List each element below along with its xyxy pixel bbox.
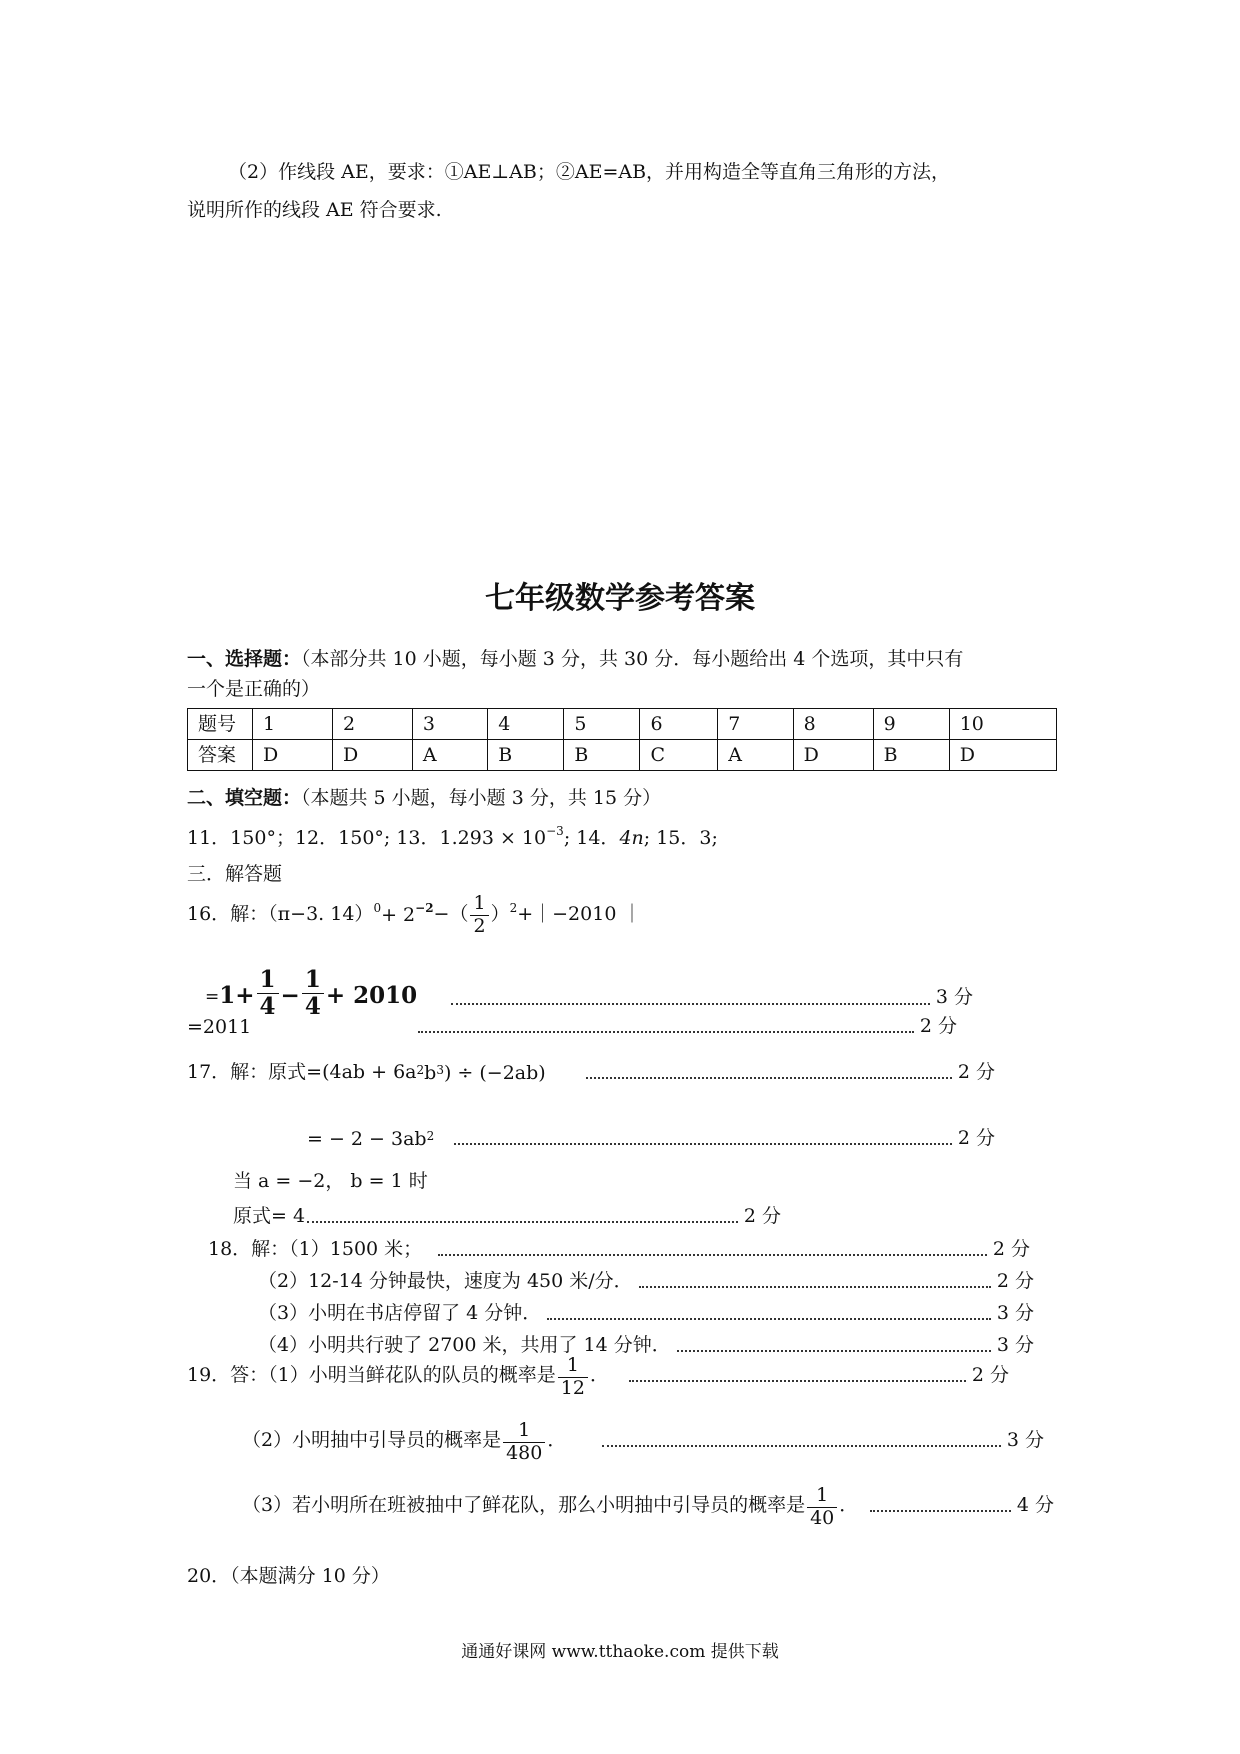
answer-15: 3;	[699, 827, 718, 849]
q16-prefix: 16．解：（π−3. 14）	[187, 902, 374, 925]
q18-line3	[258, 1298, 1034, 1325]
q18-line2	[258, 1266, 1034, 1293]
table-cell-answer: D	[949, 740, 1056, 771]
separator: ; 15．	[643, 827, 700, 849]
q19-line2-fraction-num: 1	[518, 1419, 531, 1441]
q16-step1-fraction2-den: 4	[302, 993, 324, 1020]
table-cell-number: 5	[564, 709, 640, 740]
page-title: 七年级数学参考答案	[485, 581, 755, 616]
answer-13-exponent: −3	[546, 824, 564, 838]
q19-line1-score: 2 分	[971, 1363, 1009, 1386]
table-cell-number: 10	[949, 709, 1056, 740]
q16-fraction	[470, 893, 488, 938]
q20-line1: 20．（本题满分 10 分）	[187, 1565, 390, 1587]
q19-line3-fraction-num: 1	[816, 1484, 829, 1506]
table-cell-number: 4	[488, 709, 564, 740]
prev-question-line1: （2）作线段 AE，要求：①AE⊥AB；②AE=AB，并用构造全等直角三角形的方法，	[228, 161, 951, 183]
q19-line2-score: 3 分	[1006, 1428, 1044, 1451]
q19-line2	[242, 1420, 1044, 1465]
section2-desc: （本题共 5 小题，每小题 3 分，共 15 分）	[301, 787, 662, 809]
table-cell-answer: A	[718, 740, 793, 771]
table-cell-number: 9	[873, 709, 949, 740]
q16-step1-fraction2-num: 1	[304, 966, 321, 993]
q19-line1-fraction-den: 12	[558, 1377, 588, 1400]
q16-plus-term: + 2	[381, 903, 416, 926]
table-cell-number: 1	[253, 709, 333, 740]
q19-line3-fraction	[807, 1485, 837, 1530]
q18-line1-score: 2 分	[992, 1238, 1030, 1260]
q19-line3	[242, 1485, 1054, 1530]
table-cell-number: 7	[718, 709, 793, 740]
q17-line1-start: 17．解：原式=(4ab + 6a	[187, 1061, 417, 1083]
q18-line1-text: 18．解：（1）1500 米；	[208, 1238, 423, 1260]
q18-line3-text: （3）小明在书店停留了 4 分钟．	[258, 1302, 542, 1324]
q18-line3-score: 3 分	[996, 1302, 1034, 1324]
table-header-question: 题号	[188, 709, 253, 740]
q19-line1-fraction-num: 1	[566, 1354, 579, 1376]
q17-line1-score: 2 分	[957, 1061, 995, 1083]
separator: ；12．	[275, 827, 339, 849]
q16-step1-score: 3 分	[935, 985, 973, 1008]
section1-line1	[187, 650, 963, 669]
q16-minus: −（	[433, 902, 469, 925]
table-cell-answer: B	[564, 740, 640, 771]
table-cell-answer: D	[793, 740, 873, 771]
q18-line4-score: 3 分	[996, 1334, 1034, 1356]
q19-line1-text: 19．答：（1）小明当鲜花队的队员的概率是	[187, 1363, 556, 1386]
section1-heading: 一、选择题：	[187, 648, 302, 670]
q18-line1	[208, 1234, 1030, 1261]
q17-line4-value: 原式= 4	[233, 1205, 306, 1227]
table-cell-number: 2	[332, 709, 412, 740]
q17-line2-leader	[454, 1143, 952, 1145]
q19-line1	[187, 1355, 1009, 1400]
q18-line2-text: （2）12-14 分钟最快，速度为 450 米/分．	[258, 1270, 633, 1292]
table-cell-number: 3	[412, 709, 487, 740]
section3-heading: 三．解答题	[187, 863, 283, 885]
q19-line3-fraction-den: 40	[807, 1507, 837, 1530]
q16-fraction-denominator: 2	[470, 915, 488, 938]
q19-line3-score: 4 分	[1016, 1493, 1054, 1516]
q16-step1-minus: −	[280, 981, 300, 1009]
q19-line3-end: ．	[839, 1493, 859, 1516]
q16-step1-one: 1+	[219, 981, 255, 1009]
answer-14: 4n	[619, 827, 644, 849]
q19-line3-leader	[870, 1510, 1011, 1512]
q18-line4	[258, 1330, 1034, 1357]
separator: ; 14．	[563, 827, 620, 849]
q16-step2-leader	[418, 1031, 914, 1033]
q16-step2-score: 2 分	[919, 1015, 957, 1037]
q19-line1-leader	[629, 1380, 966, 1382]
table-row-numbers	[188, 709, 1057, 740]
q16-step1-fraction1-den: 4	[257, 993, 279, 1020]
q17-line4-score: 2 分	[743, 1205, 781, 1227]
q19-line1-end: ．	[589, 1363, 609, 1386]
table-cell-answer: B	[873, 740, 949, 771]
answer-table	[187, 708, 1057, 771]
q18-line2-score: 2 分	[996, 1270, 1034, 1292]
section1-desc2: 一个是正确的）	[187, 678, 321, 700]
q18-line4-leader	[677, 1350, 991, 1352]
answer-11: 11．150°	[187, 827, 276, 849]
q16-fraction-numerator: 1	[473, 892, 486, 914]
q19-line2-end: ．	[547, 1428, 567, 1451]
q19-line2-leader	[602, 1445, 1000, 1447]
q16-step1-leader	[451, 1003, 930, 1005]
answer-13-base: 1.293 × 10	[439, 827, 547, 849]
answer-12: 150°	[338, 827, 384, 849]
q19-line2-text: （2）小明抽中引导员的概率是	[242, 1428, 502, 1451]
table-cell-number: 8	[793, 709, 873, 740]
q17-line1-b: b	[424, 1062, 437, 1084]
footer-credit: 通通好课网 www.tthaoke.com 提供下载	[461, 1642, 779, 1662]
q17-line1-leader	[586, 1077, 952, 1079]
section2-line	[187, 789, 661, 808]
q16-line1: 16．解：（π−3. 14） 0 + 2 −2 −（ $\frac{1}{2}$ ） 2 +｜−2010 ｜	[187, 892, 642, 937]
section2-heading: 二、填空题：	[187, 787, 302, 809]
q17-line4	[233, 1201, 781, 1228]
prev-question-line2: 说明所作的线段 AE 符合要求.	[187, 199, 442, 221]
q17-line2-score: 2 分	[957, 1127, 995, 1149]
answer-13	[439, 824, 564, 849]
table-cell-answer: D	[253, 740, 333, 771]
q16-tail: +｜−2010 ｜	[517, 902, 642, 925]
fill-in-answers	[187, 824, 718, 849]
q19-line2-fraction-den: 480	[503, 1442, 545, 1465]
q18-line4-text: （4）小明共行驶了 2700 米，共用了 14 分钟．	[258, 1334, 671, 1356]
q19-line3-text: （3）若小明所在班被抽中了鲜花队，那么小明抽中引导员的概率是	[242, 1493, 806, 1516]
q17-line3: 当 a = −2， b = 1 时	[233, 1170, 428, 1192]
table-row-answers	[188, 740, 1057, 771]
q16-paren: ）	[490, 902, 510, 925]
section1-desc1: （本部分共 10 小题，每小题 3 分，共 30 分．每小题给出 4 个选项，其中只有	[301, 648, 964, 670]
q17-line1-tail: ) ÷ (−2ab)	[443, 1062, 546, 1084]
q16-step1-eq: =	[205, 986, 220, 1007]
q17-line2-expr: = − 2 − 3ab	[307, 1128, 427, 1150]
q17-line2: = − 2 − 3ab 2 2 分	[307, 1123, 995, 1150]
q16-step2-value: =2011	[187, 1016, 252, 1038]
table-cell-answer: A	[412, 740, 487, 771]
table-cell-answer: C	[640, 740, 718, 771]
q16-step2	[187, 1011, 957, 1038]
separator: ; 13．	[383, 827, 440, 849]
q18-line2-leader	[639, 1286, 991, 1288]
q16-step1-fraction1-num: 1	[259, 966, 276, 993]
table-header-answer: 答案	[188, 740, 253, 771]
table-cell-answer: B	[488, 740, 564, 771]
q19-line2-fraction	[503, 1420, 545, 1465]
q19-line1-fraction	[558, 1355, 588, 1400]
q18-line3-leader	[547, 1318, 991, 1320]
q18-line1-leader	[438, 1254, 987, 1256]
q17-line1: 17．解：原式=(4ab + 6a 2 b 3 ) ÷ (−2ab) 2 分	[187, 1057, 995, 1084]
q17-line4-leader	[307, 1221, 738, 1223]
q16-step1-2010: + 2010	[325, 981, 418, 1009]
table-cell-number: 6	[640, 709, 718, 740]
table-cell-answer: D	[332, 740, 412, 771]
